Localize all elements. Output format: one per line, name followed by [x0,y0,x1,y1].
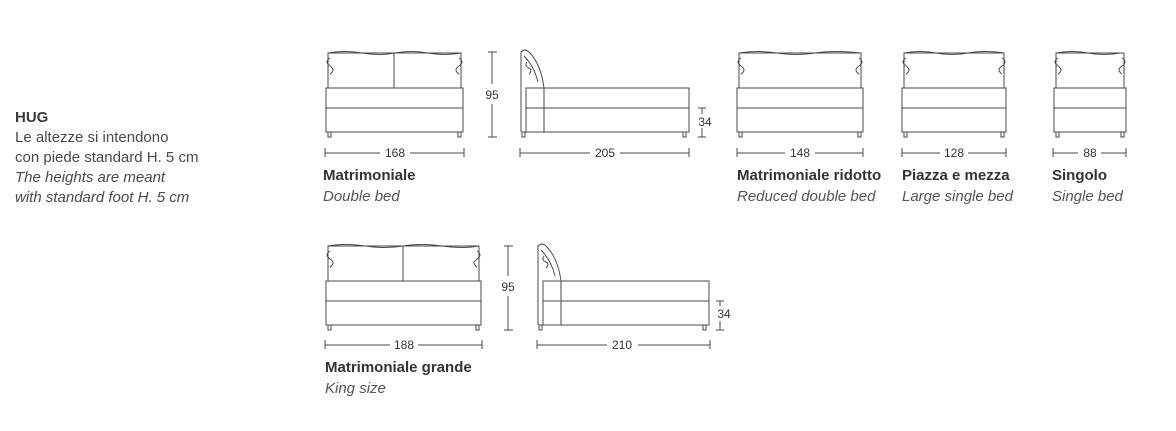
king-size-bed-side-view [538,244,709,330]
large-single-bed-width-label: 128 [943,146,965,160]
king-size-bed-front-view [326,245,481,331]
large-single-bed-name-en: Large single bed [902,188,1013,205]
double-bed-caption [323,165,416,207]
note-en-line1: The heights are meant [15,169,166,186]
single-bed-name-it: Singolo [1052,167,1107,184]
double-bed-width-label: 168 [384,146,406,160]
king-size-bed-base-label: 34 [717,307,731,321]
double-bed-front-view [326,52,463,138]
model-name: HUG [15,109,49,126]
king-size-bed-length-label: 210 [611,338,633,352]
double-bed-height-label: 95 [485,88,499,102]
note-en-line2: with standard foot H. 5 cm [15,189,190,206]
reduced-double-bed-width-label: 148 [789,146,811,160]
double-bed-side-view [521,50,689,137]
double-bed-name-en: Double bed [323,188,400,205]
single-bed-name-en: Single bed [1052,188,1123,205]
king-size-bed-width-label: 188 [393,338,415,352]
double-bed-base-label: 34 [698,115,712,129]
reduced-double-bed-name-it: Matrimoniale ridotto [737,167,882,184]
note-it-line2: con piede standard H. 5 cm [15,149,199,166]
large-single-bed-caption [902,165,1013,207]
double-bed-length-label: 205 [594,146,616,160]
king-size-bed-name-en: King size [325,380,386,397]
single-bed-width-label: 88 [1083,146,1097,160]
large-single-bed-front-view [902,52,1006,138]
single-bed-front-view [1054,52,1126,138]
large-single-bed-name-it: Piazza e mezza [902,167,1010,184]
reduced-double-bed-name-en: Reduced double bed [737,188,876,205]
king-size-bed-name-it: Matrimoniale grande [325,359,472,376]
single-bed-caption [1052,165,1123,207]
reduced-double-bed-front-view [737,52,863,138]
note-it-line1: Le altezze si intendono [15,129,169,146]
king-size-bed-height-label: 95 [501,280,515,294]
double-bed-name-it: Matrimoniale [323,167,416,184]
king-size-bed-caption [325,357,472,399]
reduced-double-bed-caption [737,165,881,207]
